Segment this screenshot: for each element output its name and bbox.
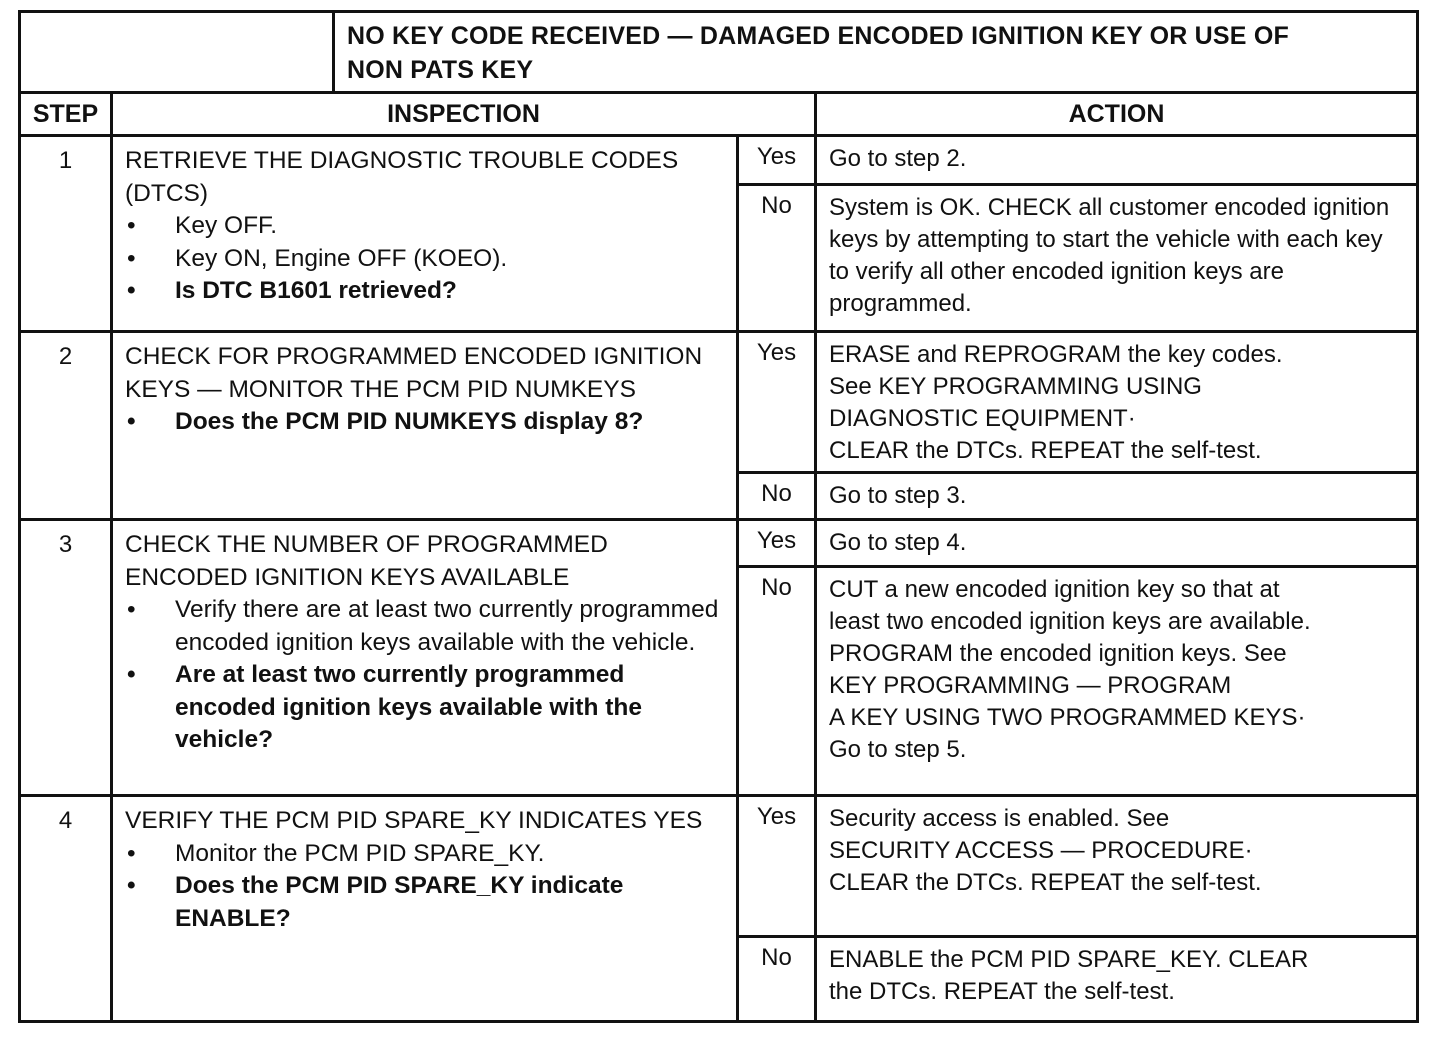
step-number: 2 <box>20 332 112 520</box>
inspection-bullets <box>125 594 726 757</box>
no-label: No <box>738 937 816 1022</box>
step-number: 4 <box>20 796 112 1022</box>
inspection-heading: CHECK THE NUMBER OF PROGRAMMED ENCODED IGNITION KEYS AVAILABLE <box>125 531 608 591</box>
inspection-question: • Does the PCM PID NUMKEYS display 8? <box>125 406 726 439</box>
inspection-cell <box>112 796 738 1022</box>
no-label: No <box>738 567 816 796</box>
inspection-bullets <box>125 210 726 308</box>
no-action: CUT a new encoded ignition key so that at least two encoded ignition keys are available. PROGRAM the encoded ignition keys. See KEY PROGRAMMING — PROGRAM A KEY USING TWO PROGRAMMED KEYS· Go to step 5. <box>816 567 1418 796</box>
inspection-question: • Does the PCM PID SPARE_KY indicate ENABLE? <box>127 872 624 932</box>
list-item: • Key ON, Engine OFF (KOEO). <box>125 243 726 276</box>
yes-label: Yes <box>738 136 816 185</box>
list-item: • Verify there are at least two currently programmed encoded ignition keys available with the vehicle. <box>127 596 719 656</box>
bullet-icon: • <box>127 244 136 272</box>
title-row <box>20 12 1418 93</box>
bullet-icon: • <box>127 277 136 304</box>
yes-label: Yes <box>738 332 816 473</box>
step-number: 3 <box>20 520 112 796</box>
inspection-heading: VERIFY THE PCM PID SPARE_KY INDICATES YES <box>125 807 703 834</box>
yes-label: Yes <box>738 796 816 937</box>
inspection-heading: CHECK FOR PROGRAMMED ENCODED IGNITION KEYS — MONITOR THE PCM PID NUMKEYS <box>125 343 703 403</box>
step-row <box>20 332 1418 473</box>
header-row <box>20 93 1418 136</box>
yes-action: Go to step 2. <box>816 136 1418 185</box>
no-label: No <box>738 473 816 520</box>
yes-action: Security access is enabled. See SECURITY ACCESS — PROCEDURE· CLEAR the DTCs. REPEAT the self-test. <box>816 796 1418 937</box>
title-line-2: NON PATS KEY <box>347 56 534 84</box>
table-title <box>334 12 1418 93</box>
inspection-cell <box>112 332 738 520</box>
bullet-icon: • <box>127 661 136 688</box>
inspection-heading: RETRIEVE THE DIAGNOSTIC TROUBLE CODES (DTCS) <box>125 147 679 207</box>
no-action: ENABLE the PCM PID SPARE_KEY. CLEAR the DTCs. REPEAT the self-test. <box>816 937 1418 1022</box>
no-action: System is OK. CHECK all customer encoded ignition keys by attempting to start the vehicle with each key to verify all other encoded ignition keys are programmed. <box>816 185 1418 332</box>
yes-action: ERASE and REPROGRAM the key codes. See KEY PROGRAMMING USING DIAGNOSTIC EQUIPMENT· CLEAR the DTCs. REPEAT the self-test. <box>816 332 1418 473</box>
inspection-question: • Are at least two currently programmed encoded ignition keys available with the vehicle? <box>127 661 642 753</box>
inspection-bullets <box>125 838 726 936</box>
diagnostic-table-frame <box>18 10 1416 1026</box>
inspection-bullets <box>125 406 726 439</box>
step-number: 1 <box>20 136 112 332</box>
bullet-icon: • <box>127 408 136 435</box>
title-blank-cell <box>20 12 334 93</box>
inspection-cell <box>112 520 738 796</box>
yes-action: Go to step 4. <box>816 520 1418 567</box>
bullet-icon: • <box>127 872 136 899</box>
step-row <box>20 520 1418 567</box>
no-label: No <box>738 185 816 332</box>
step-row <box>20 136 1418 185</box>
header-step: STEP <box>20 93 112 136</box>
list-item: • Monitor the PCM PID SPARE_KY. <box>125 838 726 871</box>
header-action: ACTION <box>816 93 1418 136</box>
inspection-question: • Is DTC B1601 retrieved? <box>125 275 726 308</box>
bullet-icon: • <box>127 212 136 239</box>
no-action: Go to step 3. <box>816 473 1418 520</box>
yes-label: Yes <box>738 520 816 567</box>
title-line-1: NO KEY CODE RECEIVED — DAMAGED ENCODED IGNITION KEY OR USE OF <box>347 22 1289 50</box>
step-row <box>20 796 1418 937</box>
bullet-icon: • <box>127 596 136 623</box>
bullet-icon: • <box>127 839 136 867</box>
pinpoint-test-table <box>18 10 1419 1023</box>
list-item: • Key OFF. <box>125 210 726 243</box>
header-inspection: INSPECTION <box>112 93 816 136</box>
inspection-cell <box>112 136 738 332</box>
